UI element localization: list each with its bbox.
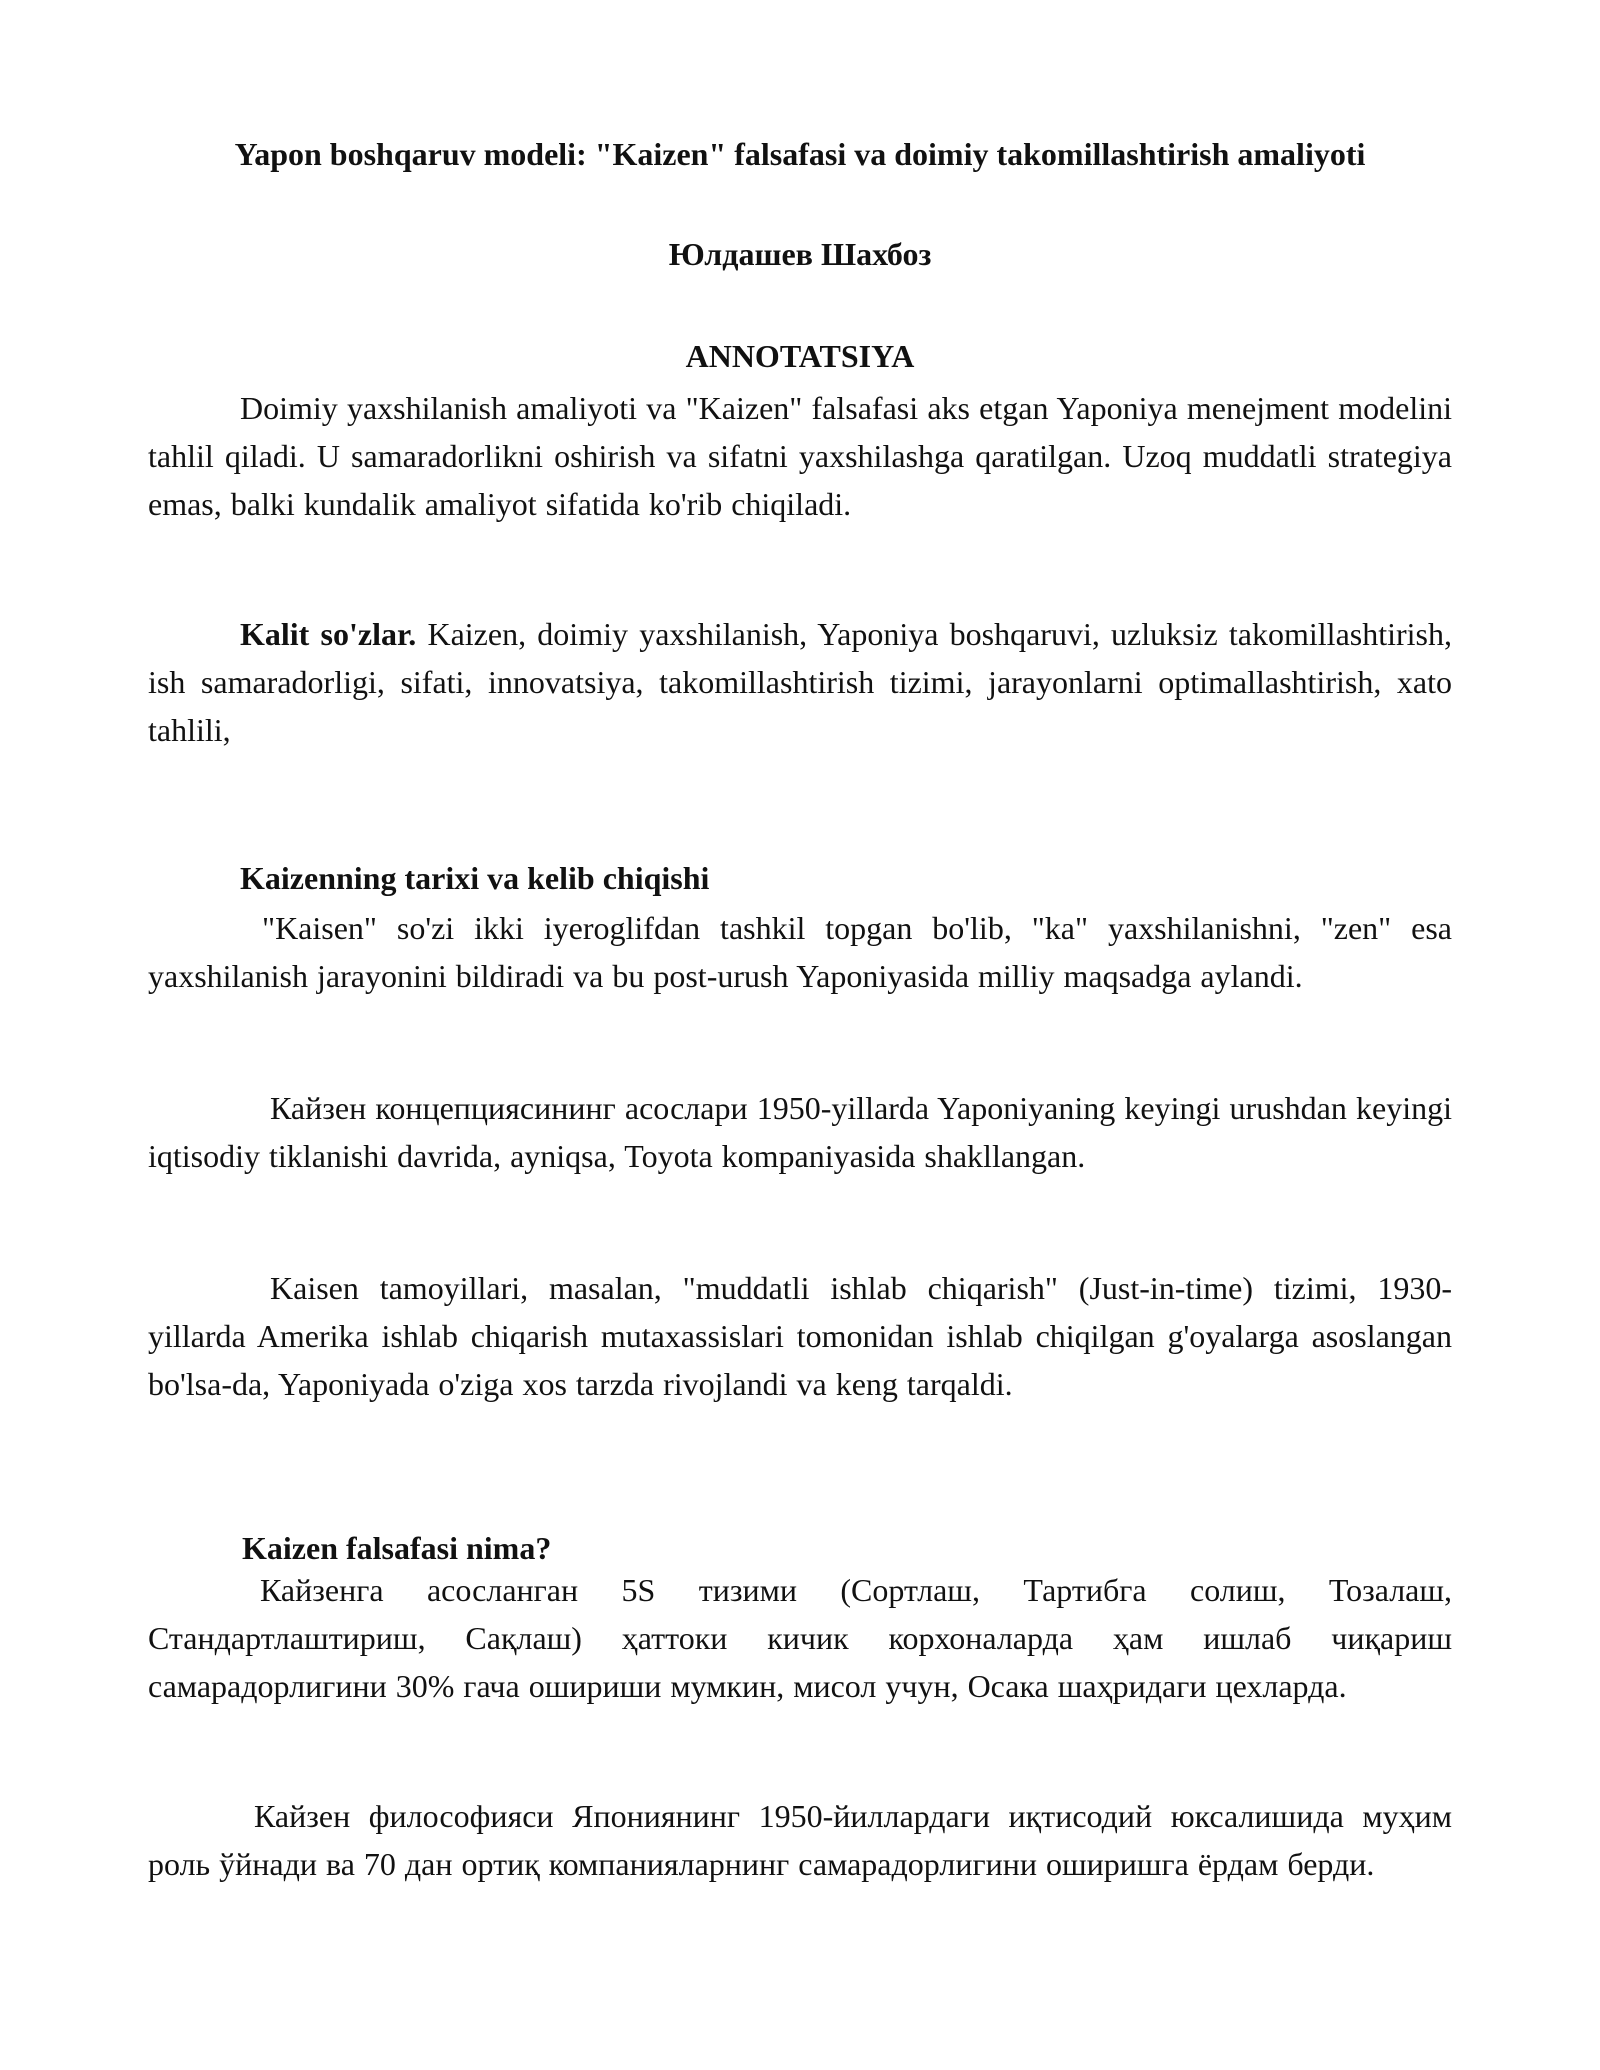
section-heading-history: Kaizenning tarixi va kelib chiqishi [240, 860, 710, 896]
annotation-paragraph: Doimiy yaxshilanish amaliyoti va "Kaizen" falsafasi aks etgan Yaponiya menejment modelini tahlil qiladi. U samaradorlikni oshirish va sifatni yaxshilashga qaratilgan. Uzoq muddatli strategiya emas, balki kundalik amaliyot sifatida ko'rib chiqiladi. [148, 390, 1452, 522]
annotation-heading: ANNOTATSIYA [685, 338, 915, 374]
document-title: Yapon boshqaruv modeli: "Kaizen" falsafasi va doimiy takomillashtirish amaliyoti [234, 136, 1366, 172]
philosophy-paragraph-2: Кайзен философияси Япониянинг 1950-йиллардаги иқтисодий юксалишида муҳим роль ўйнади ва 70 дан ортиқ компанияларнинг самарадорлигини оширишга ёрдам берди. [148, 1798, 1452, 1882]
keywords-paragraph [148, 610, 1452, 754]
keywords-label: Kalit so'zlar. [240, 616, 417, 652]
history-paragraph-3: Kaisen tamoyillari, masalan, "muddatli ishlab chiqarish" (Just-in-time) tizimi, 1930-yillarda Amerika ishlab chiqarish mutaxassislari tomonidan ishlab chiqilgan g'oyalarga asoslangan bo'lsa-da, Yaponiyada o'ziga xos tarzda rivojlandi va keng tarqaldi. [148, 1270, 1452, 1402]
keywords-text: Kaizen, doimiy yaxshilanish, Yaponiya boshqaruvi, uzluksiz takomillashtirish, ish samaradorligi, sifati, innovatsiya, takomillashtirish tizimi, jarayonlarni optimallashtirish, xato tahlili, [148, 616, 1452, 748]
history-paragraph-1: "Kaisen" so'zi ikki iyeroglifdan tashkil topgan bo'lib, "ka" yaxshilanishni, "zen" esa yaxshilanish jarayonini bildiradi va bu post-urush Yaponiyasida milliy maqsadga aylandi. [148, 910, 1452, 994]
document-page [148, 0, 1452, 2070]
section-heading-philosophy: Kaizen falsafasi nima? [242, 1530, 552, 1566]
author-name: Юлдашев Шахбоз [668, 236, 932, 272]
history-paragraph-2: Кайзен концепциясининг асослари 1950-yillarda Yaponiyaning keyingi urushdan keyingi iqtisodiy tiklanishi davrida, ayniqsa, Toyota kompaniyasida shakllangan. [148, 1090, 1452, 1174]
philosophy-paragraph-1: Кайзенга асосланган 5S тизими (Сортлаш, Тартибга солиш, Тозалаш, Стандартлаштириш, Сақлаш) ҳаттоки кичик корхоналарда ҳам ишлаб чиқариш самарадорлигини 30% гача ошириши мумкин, мисол учун, Осака шаҳридаги цехларда. [148, 1572, 1452, 1704]
